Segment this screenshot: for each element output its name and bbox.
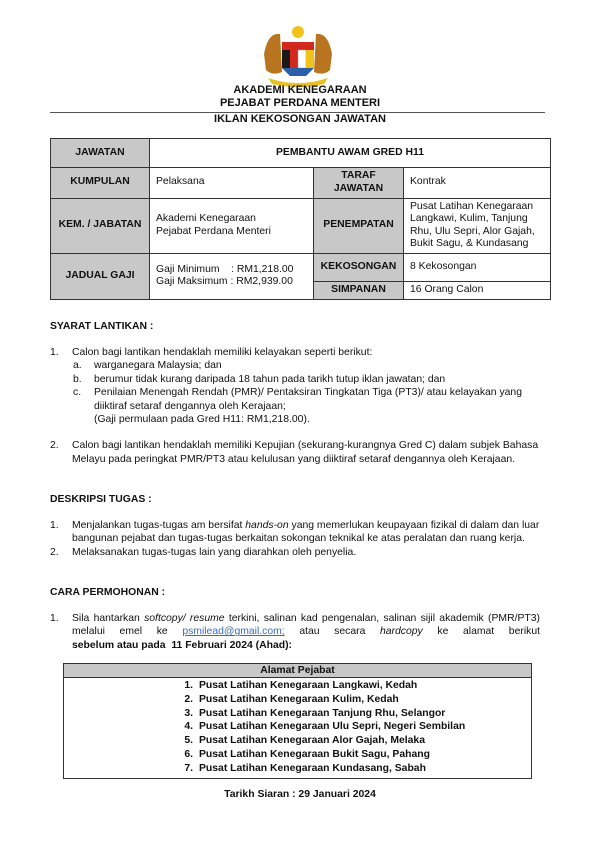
address-table (63, 663, 532, 779)
gaji-max: Gaji Maksimum : RM2,939.00 (156, 276, 293, 288)
penempatan-value: Pusat Latihan Kenegaraan Langkawi, Kulim, Tanjung Rhu, Ulu Sepri, Alor Gajah, Bukit Sagu, & Kundasang (404, 198, 551, 253)
address-list (64, 678, 531, 778)
deskripsi-list (50, 519, 550, 559)
simpanan-label: SIMPANAN (314, 281, 404, 299)
org-department: PEJABAT PERDANA MENTERI (219, 97, 381, 109)
address-item (174, 748, 531, 762)
sub-marker: b. (73, 373, 82, 385)
address-text: Pusat Latihan Kenegaraan Tanjung Rhu, Selangor (199, 707, 446, 719)
jawatan-value: PEMBANTU AWAM GRED H11 (150, 139, 551, 168)
address-number: 1. (184, 680, 193, 691)
syarat-sub-b (50, 373, 550, 386)
text: yang memerlukan keupayaan fizikal di dalam dan luar bangunan pejabat dan tugas-tugas berkaitan sokongan teknikal ke atas peralatan dan ruang kerja. (72, 520, 540, 545)
deadline: sebelum atau pada 11 Februari 2024 (Ahad): (72, 639, 293, 651)
address-item (174, 707, 531, 721)
address-item (174, 720, 531, 734)
text-emphasis: hands-on (245, 520, 289, 531)
cara-list (50, 612, 550, 652)
address-text: Pusat Latihan Kenegaraan Bukit Sagu, Pahang (199, 748, 430, 760)
sub-marker: a. (73, 360, 82, 372)
text: ke alamat berikut (422, 626, 540, 638)
address-text: Pusat Latihan Kenegaraan Langkawi, Kedah (199, 680, 418, 691)
address-text: Pusat Latihan Kenegaraan Ulu Sepri, Negeri Sembilan (199, 721, 466, 733)
deskripsi-item-2: 2. Melaksanakan tugas-tugas lain yang diarahkan oleh penyelia. (50, 546, 357, 558)
address-number: 6. (184, 748, 193, 760)
sub-c-note: (Gaji permulaan pada Gred H11: RM1,218.00). (94, 414, 310, 426)
kekosongan-label: KEKOSONGAN (314, 253, 404, 281)
org-name: AKADEMI KENEGARAAN (233, 84, 367, 96)
syarat-item-2-text: Calon bagi lantikan hendaklah memiliki Kepujian (sekurang-kurangnya Gred C) dalam subjek Bahasa Melayu pada peringkat PMR/PT3 atau kelulusan yang diiktiraf setaraf dengannya oleh Kerajaan. (72, 440, 539, 465)
kem-value (150, 198, 314, 253)
kem-value-line1: Akademi Kenegaraan (156, 212, 256, 224)
gaji-label: JADUAL GAJI (51, 253, 150, 299)
gaji-min: Gaji Minimum : RM1,218.00 (156, 263, 294, 275)
address-text: Pusat Latihan Kenegaraan Kulim, Kedah (199, 693, 399, 705)
address-text: Pusat Latihan Kenegaraan Kundasang, Sabah (199, 762, 426, 774)
syarat-sub-c (50, 386, 550, 426)
address-header: Alamat Pejabat (64, 664, 531, 678)
gaji-value (150, 253, 314, 299)
kekosongan-value: 8 Kekosongan (404, 253, 551, 281)
address-number: 5. (184, 735, 193, 747)
email-link[interactable]: psmilead@gmail.com; (182, 626, 285, 638)
address-number: 4. (184, 721, 193, 733)
text: atau secara (284, 626, 380, 638)
address-text: Pusat Latihan Kenegaraan Alor Gajah, Melaka (199, 735, 425, 747)
syarat-item-2: 2. Calon bagi lantikan hendaklah memiliki Kepujian (sekurang-kurangnya Gred C) dalam subjek Bahasa Melayu pada peringkat PMR/PT3 atau kelulusan yang diiktiraf setaraf dengannya oleh Kerajaan. (50, 440, 539, 465)
address-item (174, 762, 531, 776)
sub-text: warganegara Malaysia; dan (94, 360, 222, 372)
document-title: IKLAN KEKOSONGAN JAWATAN (214, 113, 386, 125)
syarat-item-1-text: Calon bagi lantikan hendaklah memiliki kelayakan seperti berikut: (72, 347, 373, 358)
sub-text: berumur tidak kurang daripada 18 tahun pada tarikh tutup iklan jawatan; dan (94, 373, 446, 385)
syarat-sub-a (50, 359, 550, 372)
sub-text: Penilaian Menengah Rendah (PMR)/ Pentaksiran Tingkatan Tiga (PT3)/ atau kelayakan yang diiktiraf setaraf dengannya oleh Kerajaan; (94, 387, 522, 412)
address-item (174, 734, 531, 748)
kem-label: KEM. / JABATAN (51, 198, 150, 253)
kem-value-line2: Pejabat Perdana Menteri (156, 225, 271, 237)
address-item (174, 693, 531, 707)
syarat-list (50, 346, 550, 466)
address-item (174, 679, 531, 693)
text: Melaksanakan tugas-tugas lain yang diarahkan oleh penyelia. (72, 546, 357, 558)
syarat-heading: SYARAT LANTIKAN : (50, 321, 154, 332)
deskripsi-item-1: 1. Menjalankan tugas-tugas am bersifat hands-on yang memerlukan keupayaan fizikal di dalam dan luar bangunan pejabat dan tugas-tugas berkaitan sokongan teknikal ke atas peralatan dan ruang kerja. (50, 520, 540, 545)
job-details-table (50, 138, 551, 300)
sub-marker: c. (73, 387, 82, 399)
address-number: 7. (184, 762, 193, 774)
syarat-item-1: 1. Calon bagi lantikan hendaklah memiliki kelayakan seperti berikut: (50, 347, 373, 358)
coat-of-arms-logo (258, 24, 338, 88)
kumpulan-value: Pelaksana (150, 168, 314, 199)
text-emphasis: hardcopy (380, 626, 423, 638)
taraf-value: Kontrak (404, 168, 551, 199)
text: Sila hantarkan (72, 613, 145, 624)
taraf-label: TARAF JAWATAN (314, 168, 404, 199)
address-number: 2. (184, 693, 193, 705)
text: terkini, salinan kad pengenalan, salinan sijil akademik (PMR/PT3) melalui emel ke (72, 613, 540, 638)
jawatan-label: JAWATAN (51, 139, 150, 168)
cara-heading: CARA PERMOHONAN : (50, 587, 166, 598)
cara-item-1: 1. Sila hantarkan softcopy/ resume terkini, salinan kad pengenalan, salinan sijil akademik (PMR/PT3) melalui emel ke psmilead@gmail.com; atau secara hardcopy ke alamat berikut sebelum atau pada 11 Februari 2024 (Ahad): (50, 613, 540, 651)
address-number: 3. (184, 707, 193, 719)
penempatan-label: PENEMPATAN (314, 198, 404, 253)
publish-date: Tarikh Siaran : 29 Januari 2024 (224, 789, 376, 800)
simpanan-value: 16 Orang Calon (404, 281, 551, 299)
text: Menjalankan tugas-tugas am bersifat (72, 520, 246, 531)
deskripsi-heading: DESKRIPSI TUGAS : (50, 494, 152, 505)
text-emphasis: softcopy/ resume (144, 613, 225, 624)
kumpulan-label: KUMPULAN (51, 168, 150, 199)
